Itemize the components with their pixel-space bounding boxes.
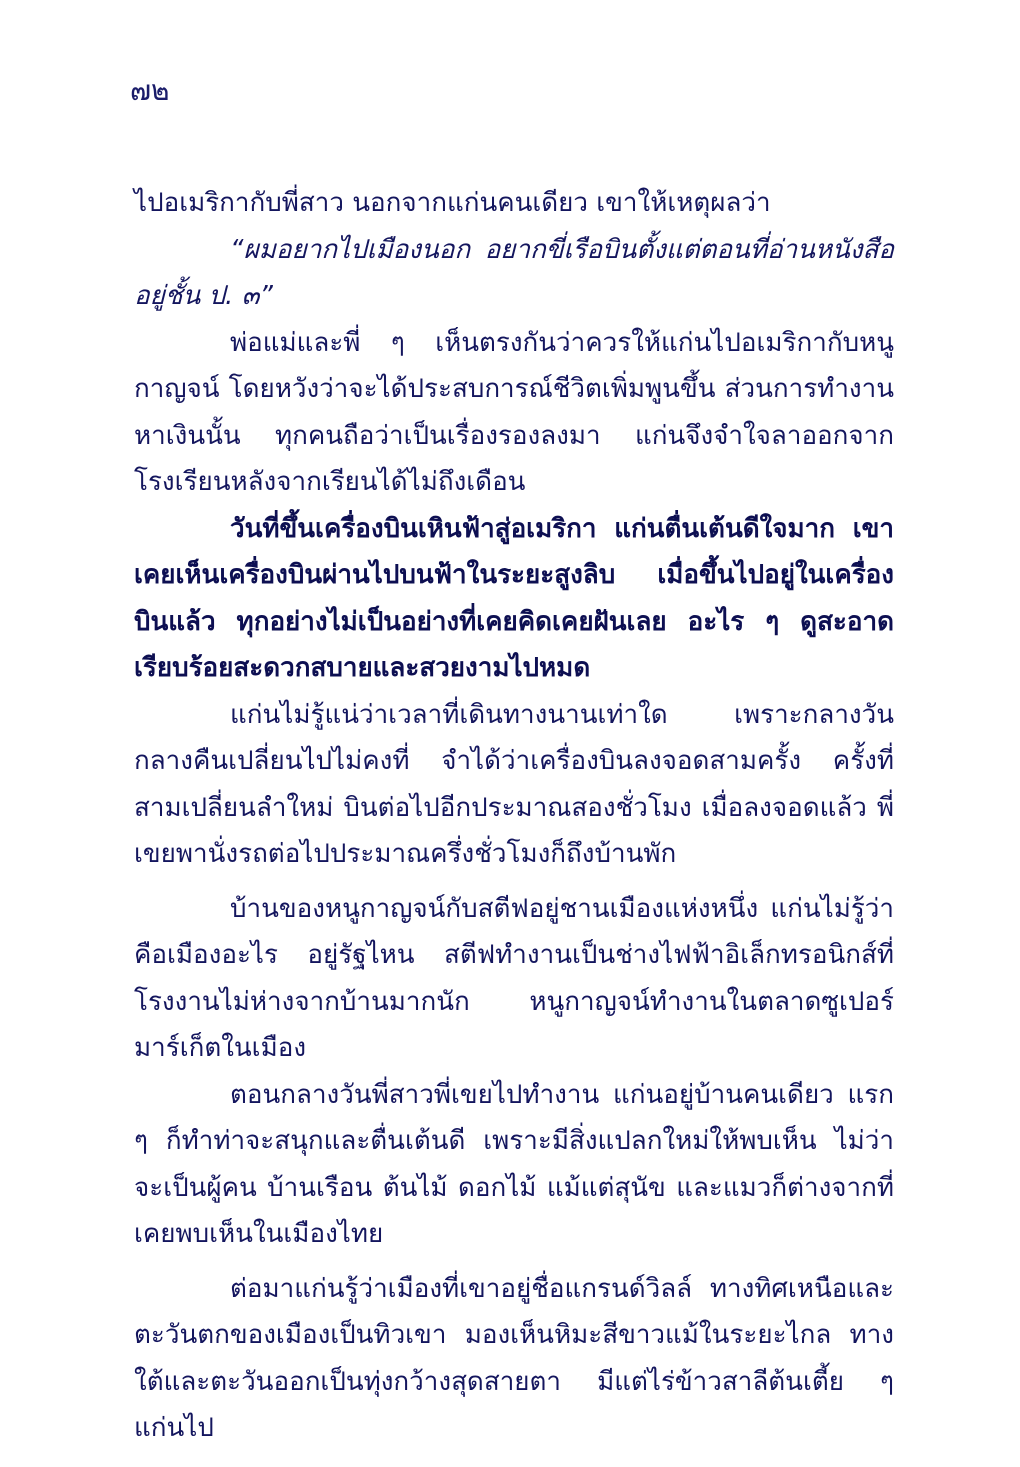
paragraph: ต่อมาแก่นรู้ว่าเมืองที่เขาอยู่ชื่อแกรนด์วิลล์ ทางทิศเหนือและตะวันตกของเมืองเป็นทิวเขา มองเห็นหิมะสีขาวแม้ในระยะไกล ทางใต้และตะวันออกเป็นทุ่งกว้างสุดสายตา มีแต่ไร่ข้าวสาลีต้นเตี้ย ๆ แก่นไป [134,1273,894,1443]
quote-paragraph: “ผมอยากไปเมืองนอก อยากขี่เรือบินตั้งแต่ตอนที่อ่านหนังสืออยู่ชั้น ป. ๓” [134,234,894,311]
body-text [134,180,894,1452]
paragraph: ไปอเมริกากับพี่สาว นอกจากแก่นคนเดียว เขาให้เหตุผลว่า [134,188,771,218]
paragraph: พ่อแม่และพี่ ๆ เห็นตรงกันว่าควรให้แก่นไปอเมริกากับหนูกาญจน์ โดยหวังว่าจะได้ประสบการณ์ชีวิตเพิ่มพูนขึ้น ส่วนการทำงานหาเงินนั้น ทุกคนถือว่าเป็นเรื่องรองลงมา แก่นจึงจำใจลาออกจากโรงเรียนหลังจากเรียนได้ไม่ถึงเดือน [134,327,894,497]
bold-paragraph: วันที่ขึ้นเครื่องบินเหินฟ้าสู่อเมริกา แก่นตื่นเต้นดีใจมาก เขาเคยเห็นเครื่องบินผ่านไปบนฟ้าในระยะสูงลิบ เมื่อขึ้นไปอยู่ในเครื่องบินแล้ว ทุกอย่างไม่เป็นอย่างที่เคยคิดเคยฝันเลย อะไร ๆ ดูสะอาดเรียบร้อยสะดวกสบายและสวยงามไปหมด [134,513,894,683]
paragraph: แก่นไม่รู้แน่ว่าเวลาที่เดินทางนานเท่าใด เพราะกลางวันกลางคืนเปลี่ยนไปไม่คงที่ จำได้ว่าเครื่องบินลงจอดสามครั้ง ครั้งที่สามเปลี่ยนลำใหม่ บินต่อไปอีกประมาณสองชั่วโมง เมื่อลงจอดแล้ว พี่เขยพานั่งรถต่อไปประมาณครึ่งชั่วโมงก็ถึงบ้านพัก [134,699,894,869]
paragraph: ตอนกลางวันพี่สาวพี่เขยไปทำงาน แก่นอยู่บ้านคนเดียว แรก ๆ ก็ทำท่าจะสนุกและตื่นเต้นดี เพราะมีสิ่งแปลกใหม่ให้พบเห็น ไม่ว่าจะเป็นผู้คน บ้านเรือน ต้นไม้ ดอกไม้ แม้แต่สุนัข และแมวก็ต่างจากที่เคยพบเห็นในเมืองไทย [134,1079,894,1249]
paragraph: บ้านของหนูกาญจน์กับสตีฟอยู่ชานเมืองแห่งหนึ่ง แก่นไม่รู้ว่าคือเมืองอะไร อยู่รัฐไหน สตีฟทำงานเป็นช่างไฟฟ้าอิเล็กทรอนิกส์ที่โรงงานไม่ห่างจากบ้านมากนัก หนูกาญจน์ทำงานในตลาดซูเปอร์มาร์เก็ตในเมือง [134,893,894,1063]
page-number: ๗๒ [130,74,170,107]
